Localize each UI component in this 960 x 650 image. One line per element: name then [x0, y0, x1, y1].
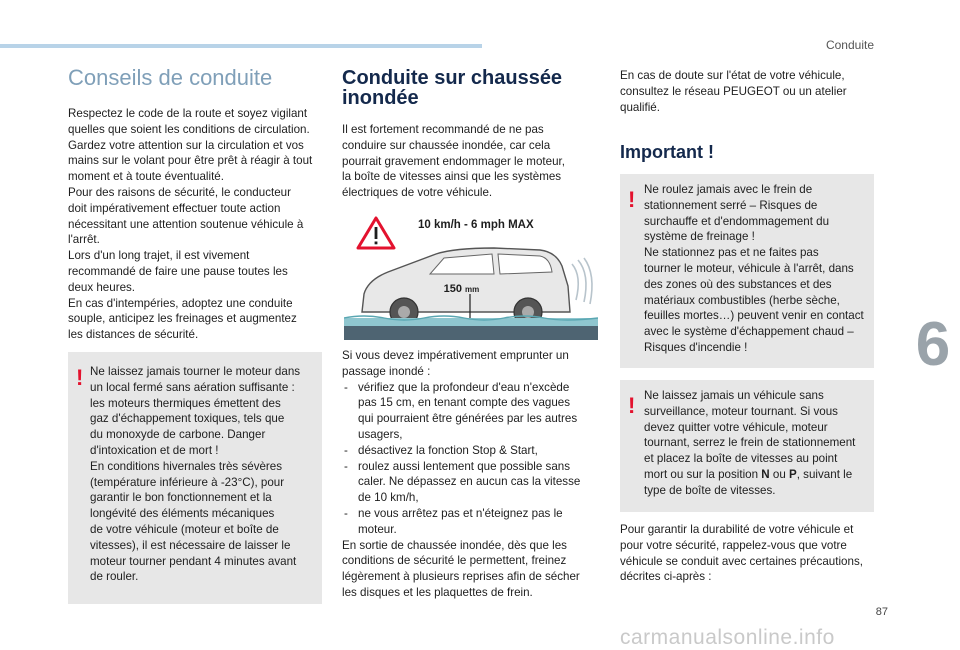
right-column-top [620, 68, 874, 115]
gear-p-label: P [789, 467, 797, 481]
important-text-brake: Ne roulez jamais avec le frein de stationnement serré – Risques de surchauffe et d'endommagement du système de freinage ! Ne stationnez pas et ne faites pas tourner le moteur, véhicule à l'arrêt, dans des zones où des substances et des matériaux combustibles (herbe sèche, feuilles mortes…) peuvent venir en contact avec le système d'échappement chaud – Risques d'incendie ! [644, 183, 864, 354]
exclamation-icon: ! [628, 187, 636, 212]
important-box-unattended [620, 380, 874, 512]
flood-intro-text: Il est fortement recommandé de ne pas conduire sur chaussée inondée, car cela pourrait gravement endommager le moteur, la boîte de vitesses ainsi que les systèmes électriques de votre véhicule. [342, 123, 565, 200]
list-item: - ne vous arrêtez pas et n'éteignez pas le moteur. [342, 506, 602, 538]
list-item: - désactivez la fonction Stop & Start, [342, 443, 602, 459]
warning-box-engine [68, 352, 322, 604]
chapter-label: Conduite [825, 38, 874, 52]
durability-text: Pour garantir la durabilité de votre véhicule et pour votre sécurité, rappelez-vous que votre véhicule se conduit avec certaines précautions, décrites ci-après : [620, 523, 863, 584]
flood-bullet-list [342, 380, 602, 538]
important-title: Important ! [620, 142, 714, 162]
watermark-text: carmanualsonline.info [620, 626, 835, 649]
header-accent-bar [0, 44, 482, 48]
depth-value: 150 [443, 283, 462, 295]
middle-column [342, 68, 598, 201]
important-box-brake [620, 174, 874, 368]
flood-lead-text: Si vous devez impérativement emprunter un passage inondé : [342, 349, 569, 378]
gear-n-label: N [761, 467, 770, 481]
durability-text-block [620, 522, 876, 585]
speed-limit-label: 10 km/h - 6 mph MAX [418, 219, 534, 231]
list-item: - vérifiez que la profondeur d'eau n'excède pas 15 cm, en tenant compte des vagues qui pourraient être générées par les autres usagers, [342, 380, 602, 443]
exclamation-icon: ! [76, 365, 84, 390]
left-body-text: Respectez le code de la route et soyez vigilant quelles que soient les conditions de circulation. Gardez votre attention sur la circulation et vos mains sur le volant pour être prêt à réagir à tout moment et à toute éventualité. Pour des raisons de sécurité, le conducteur doit impérativement effectuer toute action nécessitant une attention soutenue véhicule à l'arrêt. Lors d'un long trajet, il est vivement recommandé de faire une pause toutes les deux heures. En cas d'intempéries, adoptez une conduite souple, anticipez les freinages et augmentez les distances de sécurité. [68, 107, 313, 342]
page-number: 87 [875, 606, 888, 618]
section-title-inondee: Conduite sur chaussée inondée [342, 67, 563, 109]
left-column [68, 64, 324, 343]
section-title-conseils: Conseils de conduite [68, 65, 273, 90]
flood-instructions [342, 348, 602, 601]
depth-unit: mm [465, 285, 480, 294]
flood-outro-text: En sortie de chaussée inondée, dès que les conditions de sécurité le permettent, freinez légèrement à plusieurs reprises afin de sécher les disques et les plaquettes de frein. [342, 538, 580, 599]
chapter-number-tab: 6 [906, 300, 960, 388]
warning-triangle-icon [358, 218, 394, 248]
important-text-unattended: Ne laissez jamais un véhicule sans surveillance, moteur tournant. Si vous devez quitter votre véhicule, moteur tournant, serrez le frein de stationnement et placez la boîte de vitesses au point mort ou sur la position N ou P, suivant le type de boîte de vitesses. [644, 389, 856, 497]
doubt-text: En cas de doute sur l'état de votre véhicule, consultez le réseau PEUGEOT ou un atelier qualifié. [620, 69, 847, 114]
exclamation-icon: ! [628, 393, 636, 418]
list-item: - roulez aussi lentement que possible sans caler. Ne dépassez en aucun cas la vitesse de 10 km/h, [342, 459, 602, 506]
flood-illustration [344, 214, 598, 340]
warning-text-engine: Ne laissez jamais tourner le moteur dans un local fermé sans aération suffisante : les moteurs thermiques émettent des gaz d'échappement toxiques, tels que du monoxyde de carbone. Danger d'intoxication et de mort ! En conditions hivernales très sévères (température inférieure à -23°C), pour garantir le bon fonctionnement et la longévité des éléments mécaniques de votre véhicule (moteur et boîte de vitesses), il est nécessaire de laisser le moteur tourner pendant 4 minutes avant de rouler. [90, 365, 301, 584]
